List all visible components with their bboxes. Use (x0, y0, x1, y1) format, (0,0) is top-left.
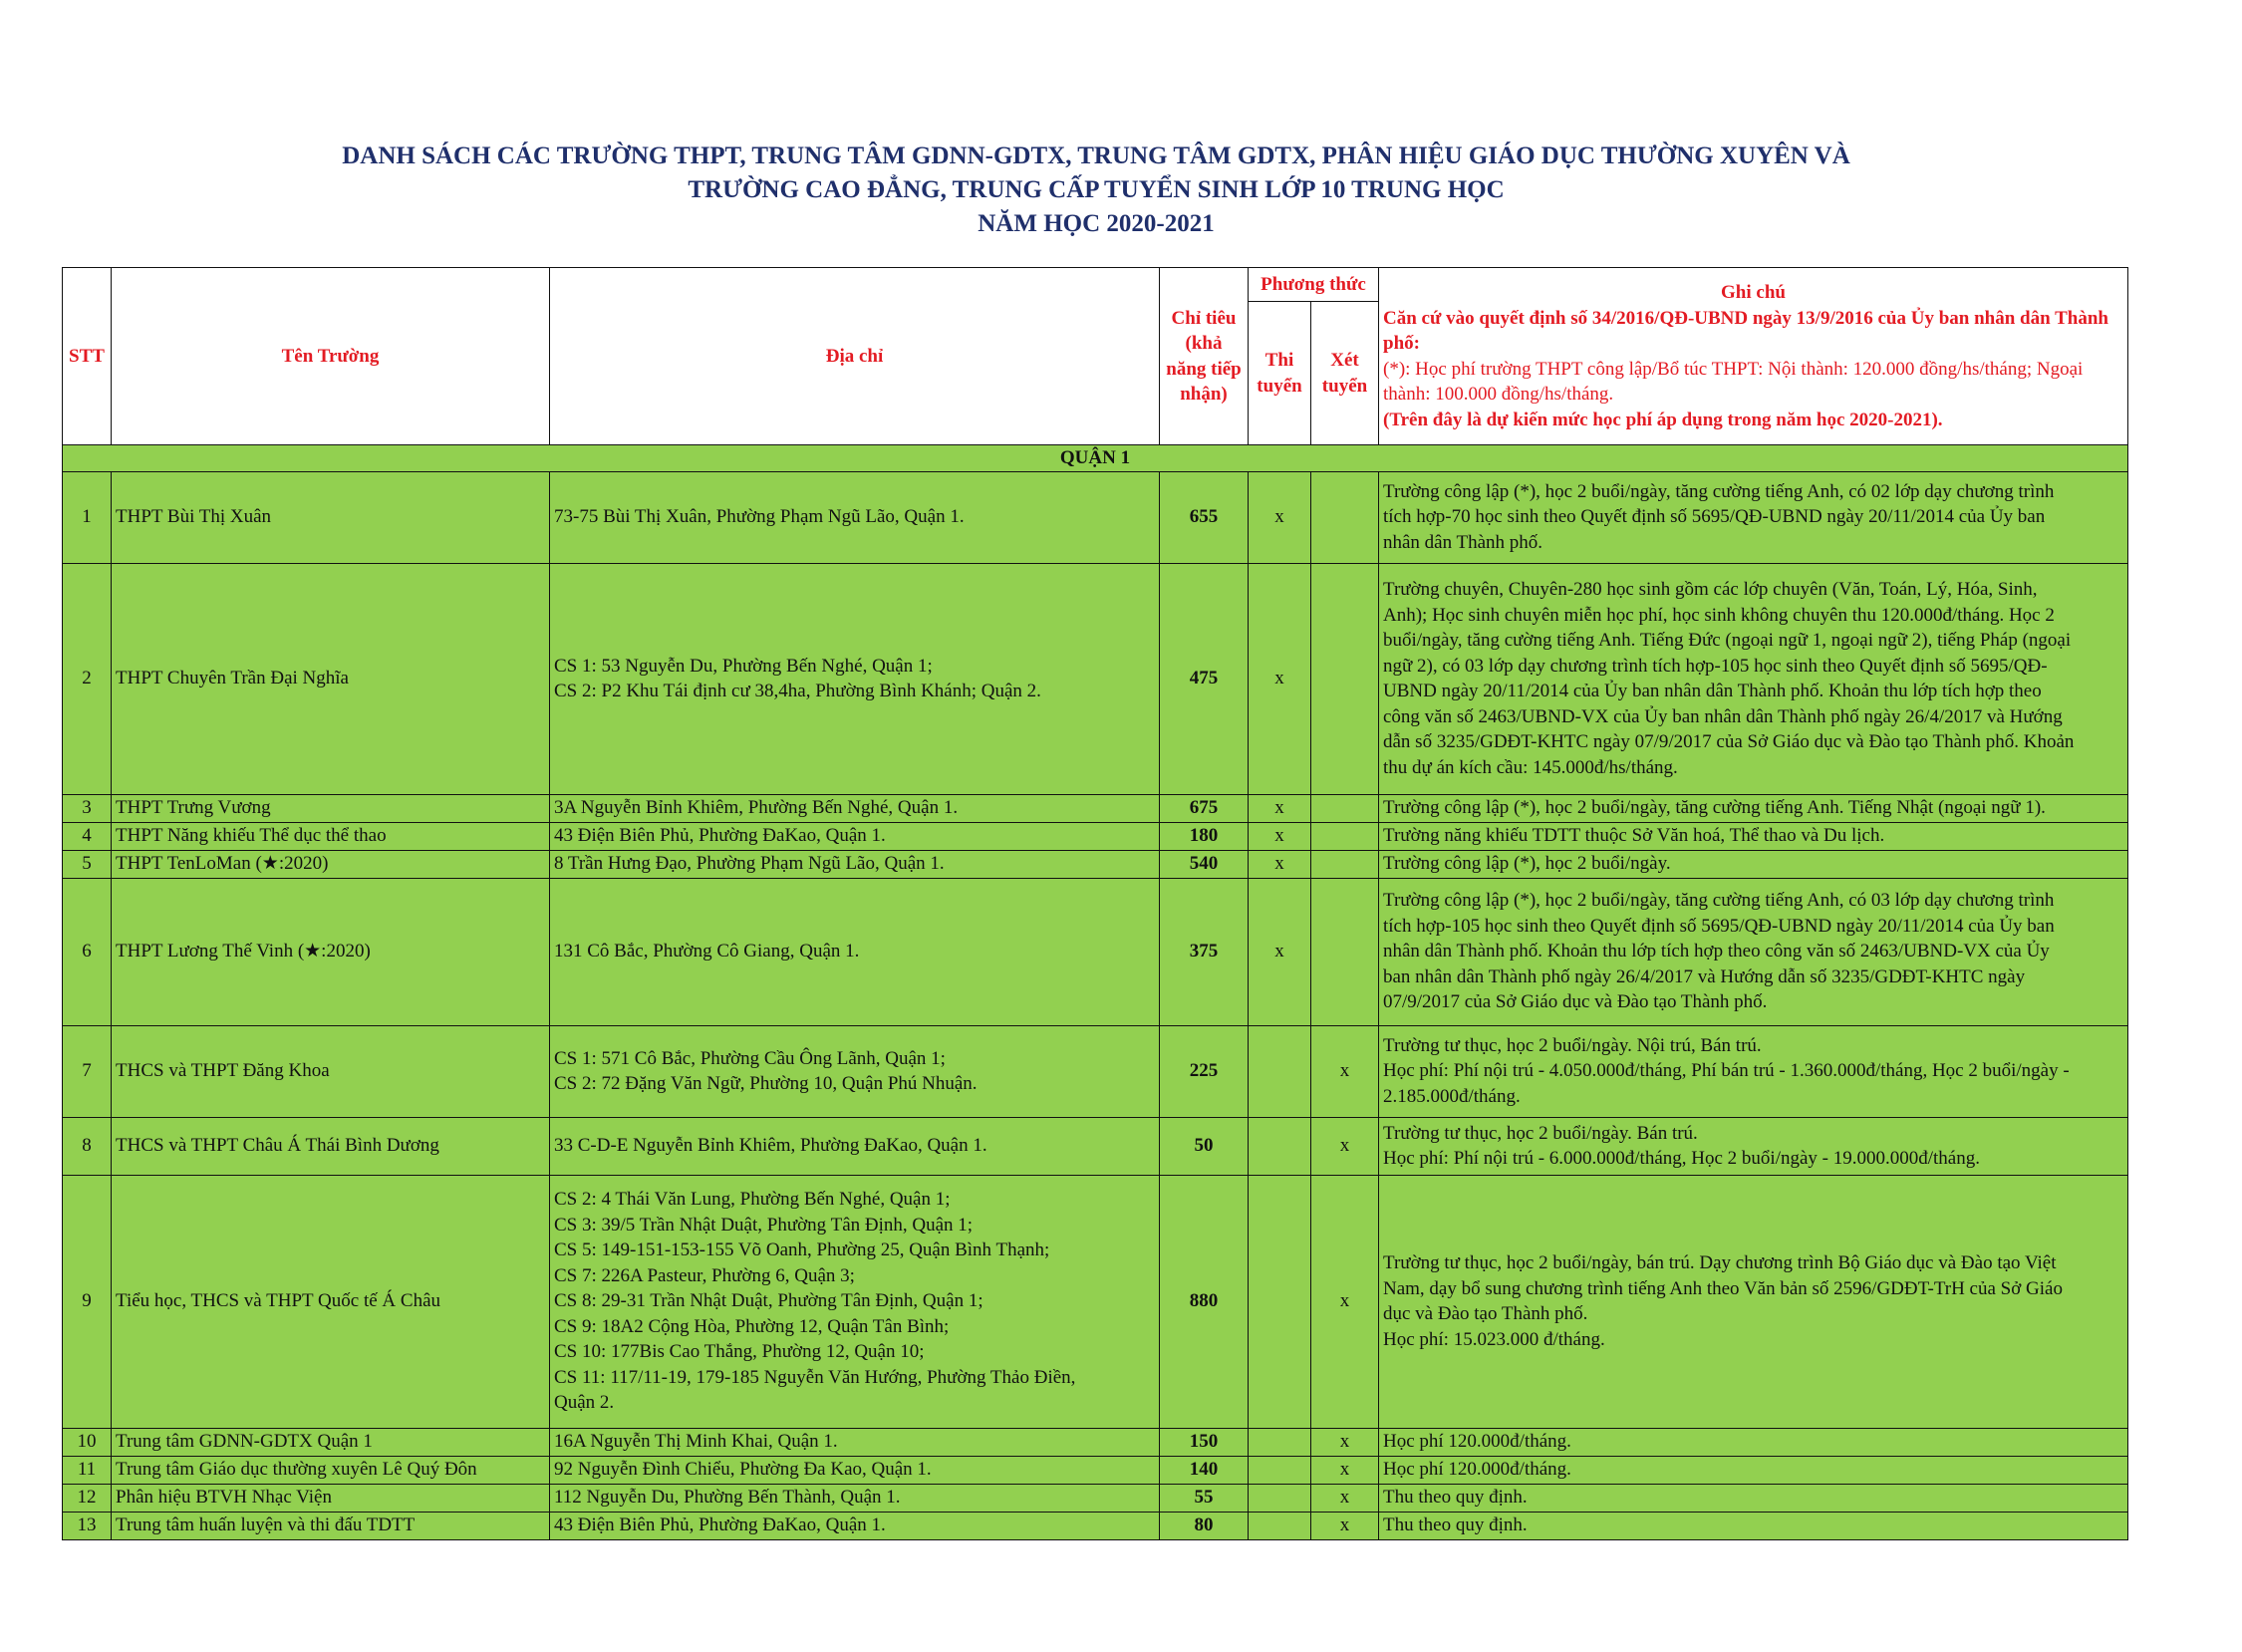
row-address (550, 1512, 1160, 1539)
row-school-name: THPT Trưng Vương (112, 794, 550, 822)
row-quota: 375 (1160, 878, 1249, 1025)
row-exam-mark (1249, 1484, 1311, 1512)
section-label: QUẬN 1 (63, 445, 2128, 472)
header-school-name: Tên Trường (112, 268, 550, 445)
row-exam-mark: x (1249, 471, 1311, 563)
table-row (63, 563, 2128, 794)
note-line: công văn số 2463/UBND-VX của Ủy ban nhân dân Thành phố ngày 26/4/2017 và Hướng (1383, 705, 2063, 727)
table-row (63, 1117, 2128, 1175)
table-row (63, 1456, 2128, 1484)
row-review-mark: x (1311, 1456, 1379, 1484)
row-school-name: THPT Lương Thế Vinh (★:2020) (112, 878, 550, 1025)
row-notes (1379, 878, 2128, 1025)
row-notes (1379, 1428, 2128, 1456)
row-stt: 2 (63, 563, 112, 794)
note-line: Trường công lập (*), học 2 buổi/ngày, tăng cường tiếng Anh, có 03 lớp dạy chương trình (1383, 890, 2055, 912)
row-review-mark: x (1311, 1428, 1379, 1456)
note-line: Trường tư thục, học 2 buổi/ngày, bán trú. Dạy chương trình Bộ Giáo dục và Đào tạo Việt (1383, 1252, 2057, 1273)
address-line: CS 7: 226A Pasteur, Phường 6, Quận 3; (554, 1264, 855, 1286)
address-line: CS 2: P2 Khu Tái định cư 38,4ha, Phường Bình Khánh; Quận 2. (554, 681, 1041, 701)
note-line: thu dự án kích cầu: 145.000đ/hs/tháng. (1383, 756, 1678, 778)
address-line: CS 9: 18A2 Cộng Hòa, Phường 12, Quận Tân Bình; (554, 1315, 950, 1337)
row-review-mark: x (1311, 1025, 1379, 1117)
row-stt: 10 (63, 1428, 112, 1456)
row-exam-mark (1249, 1117, 1311, 1175)
row-review-mark: x (1311, 1175, 1379, 1428)
address-line: CS 1: 53 Nguyễn Du, Phường Bến Nghé, Quận 1; (554, 655, 933, 677)
row-school-name: THCS và THPT Đăng Khoa (112, 1025, 550, 1117)
row-review-mark (1311, 850, 1379, 878)
row-address (550, 1175, 1160, 1428)
row-school-name: Tiểu học, THCS và THPT Quốc tế Á Châu (112, 1175, 550, 1428)
address-line: CS 11: 117/11-19, 179-185 Nguyễn Văn Hướng, Phường Thảo Điền, (554, 1366, 1076, 1388)
note-line: Anh); Học sinh chuyên miễn học phí, học sinh không chuyên thu 120.000đ/tháng. Học 2 (1383, 604, 2055, 626)
table-row (63, 794, 2128, 822)
row-quota: 675 (1160, 794, 1249, 822)
row-stt: 9 (63, 1175, 112, 1428)
row-school-name: THPT TenLoMan (★:2020) (112, 850, 550, 878)
note-line: dẫn số 3235/GDĐT-KHTC ngày 07/9/2017 của Sở Giáo dục và Đào tạo Thành phố. Khoản (1383, 731, 2075, 752)
note-line: Trường năng khiếu TDTT thuộc Sở Văn hoá, Thể thao và Du lịch. (1383, 825, 1885, 847)
row-stt: 1 (63, 471, 112, 563)
table-body (63, 445, 2128, 1540)
note-line: Học phí: 15.023.000 đ/tháng. (1383, 1328, 1605, 1350)
note-line: Học phí: Phí nội trú - 6.000.000đ/tháng, Học 2 buổi/ngày - 19.000.000đ/tháng. (1383, 1148, 1980, 1169)
section-row (63, 445, 2128, 472)
note-line: tích hợp-70 học sinh theo Quyết định số 5695/QĐ-UBND ngày 20/11/2014 của Ủy ban (1383, 506, 2046, 528)
note-line: tích hợp-105 học sinh theo Quyết định số 5695/QĐ-UBND ngày 20/11/2014 của Ủy ban (1383, 915, 2055, 937)
table-row (63, 878, 2128, 1025)
schools-table (62, 267, 2128, 1540)
row-stt: 6 (63, 878, 112, 1025)
row-notes (1379, 471, 2128, 563)
address-line: CS 10: 177Bis Cao Thắng, Phường 12, Quận 10; (554, 1341, 925, 1363)
row-quota: 80 (1160, 1512, 1249, 1539)
row-review-mark (1311, 794, 1379, 822)
row-exam-mark (1249, 1456, 1311, 1484)
address-line: CS 8: 29-31 Trần Nhật Duật, Phường Tân Định, Quận 1; (554, 1290, 983, 1312)
note-line: Trường chuyên, Chuyên-280 học sinh gồm các lớp chuyên (Văn, Toán, Lý, Hóa, Sinh, (1383, 579, 2038, 600)
note-line: Trường công lập (*), học 2 buổi/ngày, tăng cường tiếng Anh, có 02 lớp dạy chương trình (1383, 480, 2055, 502)
row-address (550, 1484, 1160, 1512)
table-row (63, 1175, 2128, 1428)
note-line: dục và Đào tạo Thành phố. (1383, 1303, 1588, 1324)
row-exam-mark: x (1249, 794, 1311, 822)
address-line: 43 Điện Biên Phủ, Phường ĐaKao, Quận 1. (554, 825, 886, 847)
row-review-mark: x (1311, 1484, 1379, 1512)
address-line: 92 Nguyễn Đình Chiểu, Phường Đa Kao, Quận 1. (554, 1459, 932, 1481)
row-review-mark: x (1311, 1512, 1379, 1539)
note-line: ngữ 2), có 03 lớp dạy chương trình tích hợp-105 học sinh theo Quyết định số 5695/QĐ- (1383, 655, 2048, 677)
note-line: 07/9/2017 của Sở Giáo dục và Đào tạo Thành phố. (1383, 991, 1768, 1013)
note-line: Thu theo quy định. (1383, 1487, 1528, 1509)
row-exam-mark: x (1249, 878, 1311, 1025)
row-exam-mark (1249, 1428, 1311, 1456)
row-quota: 180 (1160, 822, 1249, 850)
row-quota: 150 (1160, 1428, 1249, 1456)
table-row (63, 471, 2128, 563)
row-school-name: THCS và THPT Châu Á Thái Bình Dương (112, 1117, 550, 1175)
row-quota: 655 (1160, 471, 1249, 563)
row-review-mark: x (1311, 1117, 1379, 1175)
note-line: Học phí: Phí nội trú - 4.050.000đ/tháng, Phí bán trú - 1.360.000đ/tháng, Học 2 buổi/ngày - (1383, 1060, 2070, 1082)
address-line: 43 Điện Biên Phủ, Phường ĐaKao, Quận 1. (554, 1514, 886, 1536)
row-quota: 880 (1160, 1175, 1249, 1428)
address-line: CS 2: 72 Đặng Văn Ngữ, Phường 10, Quận Phú Nhuận. (554, 1073, 978, 1094)
address-line: CS 1: 571 Cô Bắc, Phường Cầu Ông Lãnh, Quận 1; (554, 1047, 946, 1069)
note-line: Nam, dạy bổ sung chương trình tiếng Anh theo Văn bản số 2596/GDĐT-TrH của Sở Giáo (1383, 1277, 2063, 1299)
row-review-mark (1311, 878, 1379, 1025)
row-notes (1379, 563, 2128, 794)
row-quota: 50 (1160, 1117, 1249, 1175)
row-notes (1379, 1025, 2128, 1117)
row-exam-mark: x (1249, 563, 1311, 794)
header-note-3: (Trên đây là dự kiến mức học phí áp dụng trong năm học 2020-2021). (1383, 409, 1943, 430)
header-notes (1379, 268, 2128, 445)
header-exam: Thi tuyển (1249, 302, 1311, 445)
address-line: 73-75 Bùi Thị Xuân, Phường Phạm Ngũ Lão, Quận 1. (554, 506, 965, 528)
row-exam-mark: x (1249, 850, 1311, 878)
row-address (550, 563, 1160, 794)
table-header (63, 268, 2128, 445)
row-exam-mark (1249, 1025, 1311, 1117)
row-stt: 8 (63, 1117, 112, 1175)
row-school-name: THPT Chuyên Trần Đại Nghĩa (112, 563, 550, 794)
address-line: 16A Nguyễn Thị Minh Khai, Quận 1. (554, 1431, 838, 1453)
note-line: Học phí 120.000đ/tháng. (1383, 1459, 1571, 1481)
row-address (550, 1456, 1160, 1484)
row-address (550, 822, 1160, 850)
row-stt: 7 (63, 1025, 112, 1117)
header-stt: STT (63, 268, 112, 445)
row-stt: 12 (63, 1484, 112, 1512)
note-line: ban nhân dân Thành phố ngày 26/4/2017 và Hướng dẫn số 3235/GDĐT-KHTC ngày (1383, 965, 2026, 987)
title-line-1: DANH SÁCH CÁC TRƯỜNG THPT, TRUNG TÂM GDNN-GDTX, TRUNG TÂM GDTX, PHÂN HIỆU GIÁO DỤC THƯỜNG XUYÊN VÀ (342, 142, 1850, 169)
row-stt: 3 (63, 794, 112, 822)
row-address (550, 850, 1160, 878)
row-notes (1379, 794, 2128, 822)
row-quota: 140 (1160, 1456, 1249, 1484)
row-review-mark (1311, 471, 1379, 563)
header-note-2: (*): Học phí trường THPT công lập/Bổ túc THPT: Nội thành: 120.000 đồng/hs/tháng; Ngoại thành: 100.000 đồng/hs/tháng. (1383, 358, 2084, 405)
table-row (63, 1428, 2128, 1456)
row-exam-mark (1249, 1175, 1311, 1428)
note-line: nhân dân Thành phố. Khoản thu lớp tích hợp theo công văn số 2463/UBND-VX của Ủy (1383, 941, 2050, 963)
row-school-name: Trung tâm GDNN-GDTX Quận 1 (112, 1428, 550, 1456)
row-review-mark (1311, 822, 1379, 850)
row-quota: 475 (1160, 563, 1249, 794)
row-school-name: Phân hiệu BTVH Nhạc Viện (112, 1484, 550, 1512)
row-notes (1379, 1175, 2128, 1428)
address-line: CS 3: 39/5 Trần Nhật Duật, Phường Tân Định, Quận 1; (554, 1214, 974, 1236)
row-address (550, 471, 1160, 563)
address-line: 3A Nguyễn Bỉnh Khiêm, Phường Bến Nghé, Quận 1. (554, 797, 959, 819)
row-school-name: THPT Bùi Thị Xuân (112, 471, 550, 563)
note-line: Thu theo quy định. (1383, 1514, 1528, 1536)
note-line: buổi/ngày, tăng cường tiếng Anh. Tiếng Đức (ngoại ngữ 1, ngoại ngữ 2), tiếng Pháp (ngoại (1383, 630, 2072, 651)
address-line: CS 5: 149-151-153-155 Võ Oanh, Phường 25, Quận Bình Thạnh; (554, 1239, 1050, 1261)
address-line: 112 Nguyễn Du, Phường Bến Thành, Quận 1. (554, 1487, 901, 1509)
row-stt: 11 (63, 1456, 112, 1484)
address-line: 131 Cô Bắc, Phường Cô Giang, Quận 1. (554, 941, 860, 963)
row-review-mark (1311, 563, 1379, 794)
header-address: Địa chỉ (550, 268, 1160, 445)
row-exam-mark: x (1249, 822, 1311, 850)
table-row (63, 850, 2128, 878)
note-line: Trường tư thục, học 2 buổi/ngày. Nội trú, Bán trú. (1383, 1034, 1762, 1056)
header-quota: Chỉ tiêu (khả năng tiếp nhận) (1160, 268, 1249, 445)
row-stt: 4 (63, 822, 112, 850)
row-quota: 55 (1160, 1484, 1249, 1512)
table-row (63, 1512, 2128, 1539)
address-line: CS 2: 4 Thái Văn Lung, Phường Bến Nghé, Quận 1; (554, 1189, 951, 1211)
address-line: Quận 2. (554, 1392, 615, 1414)
row-quota: 225 (1160, 1025, 1249, 1117)
row-notes (1379, 850, 2128, 878)
title-line-2: TRƯỜNG CAO ĐẲNG, TRUNG CẤP TUYỂN SINH LỚP 10 TRUNG HỌC (688, 176, 1505, 203)
row-notes (1379, 1117, 2128, 1175)
row-exam-mark (1249, 1512, 1311, 1539)
table-row (63, 822, 2128, 850)
note-line: UBND ngày 20/11/2014 của Ủy ban nhân dân Thành phố. Khoản thu lớp tích hợp theo (1383, 681, 2042, 701)
row-address (550, 878, 1160, 1025)
note-line: Trường tư thục, học 2 buổi/ngày. Bán trú. (1383, 1122, 1698, 1144)
header-method: Phương thức (1249, 268, 1379, 302)
table-row (63, 1025, 2128, 1117)
document-title (0, 139, 2192, 241)
row-school-name: Trung tâm huấn luyện và thi đấu TDTT (112, 1512, 550, 1539)
note-line: 2.185.000đ/tháng. (1383, 1085, 1521, 1107)
row-notes (1379, 1484, 2128, 1512)
table-row (63, 1484, 2128, 1512)
header-review: Xét tuyển (1311, 302, 1379, 445)
row-notes (1379, 822, 2128, 850)
row-school-name: THPT Năng khiếu Thể dục thể thao (112, 822, 550, 850)
header-note-1: Căn cứ vào quyết định số 34/2016/QĐ-UBND ngày 13/9/2016 của Ủy ban nhân dân Thành phố: (1383, 307, 2108, 354)
note-line: nhân dân Thành phố. (1383, 531, 1543, 553)
title-line-3: NĂM HỌC 2020-2021 (978, 210, 1215, 237)
row-notes (1379, 1456, 2128, 1484)
note-line: Trường công lập (*), học 2 buổi/ngày. (1383, 853, 1671, 875)
row-address (550, 1117, 1160, 1175)
note-line: Học phí 120.000đ/tháng. (1383, 1431, 1571, 1453)
row-notes (1379, 1512, 2128, 1539)
address-line: 8 Trần Hưng Đạo, Phường Phạm Ngũ Lão, Quận 1. (554, 853, 945, 875)
header-notes-title: Ghi chú (1721, 282, 1786, 303)
row-school-name: Trung tâm Giáo dục thường xuyên Lê Quý Đôn (112, 1456, 550, 1484)
row-address (550, 1428, 1160, 1456)
row-address (550, 794, 1160, 822)
row-stt: 13 (63, 1512, 112, 1539)
note-line: Trường công lập (*), học 2 buổi/ngày, tăng cường tiếng Anh. Tiếng Nhật (ngoại ngữ 1). (1383, 797, 2046, 819)
row-address (550, 1025, 1160, 1117)
row-quota: 540 (1160, 850, 1249, 878)
row-stt: 5 (63, 850, 112, 878)
address-line: 33 C-D-E Nguyễn Bỉnh Khiêm, Phường ĐaKao, Quận 1. (554, 1135, 987, 1157)
